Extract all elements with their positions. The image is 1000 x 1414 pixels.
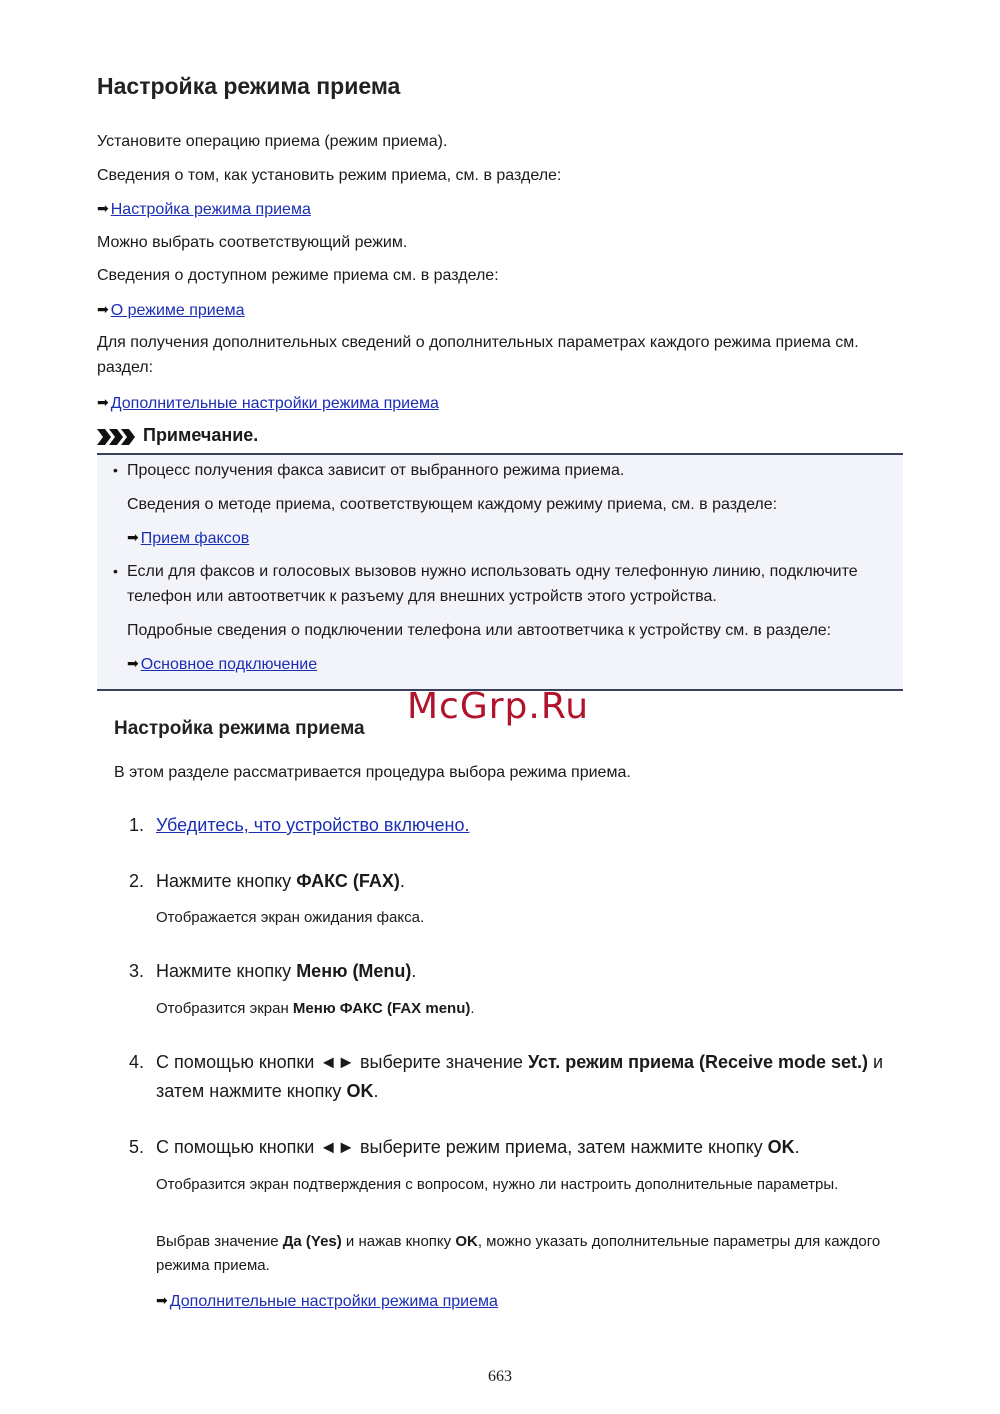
- note-chevrons-icon: [97, 429, 137, 445]
- link-advanced-receive-settings[interactable]: Дополнительные настройки режима приема: [110, 395, 439, 412]
- note-item-1-detail: Сведения о методе приема, соответствующем каждому режиму приема, см. в разделе:: [127, 496, 778, 513]
- note-item-2-link-row: [127, 651, 317, 677]
- note-item-2-detail: Подробные сведения о подключении телефона или автоответчика к устройству см. в разделе:: [127, 622, 832, 639]
- section-description: В этом разделе рассматривается процедура выбора режима приема.: [114, 764, 631, 781]
- intro-paragraph-2: Сведения о том, как установить режим приема, см. в разделе:: [97, 167, 562, 184]
- intro-link-row-1: [97, 196, 311, 222]
- page-number: 663: [488, 1368, 512, 1385]
- arrow-right-icon: ➡: [156, 1292, 168, 1308]
- page-title: Настройка режима приема: [97, 73, 401, 99]
- step-5-number: 5.: [129, 1137, 145, 1157]
- step-2-text: Нажмите кнопку ФАКС (FAX).: [156, 871, 405, 891]
- arrow-right-icon: ➡: [97, 200, 109, 216]
- step-3-text: Нажмите кнопку Меню (Menu).: [156, 961, 417, 981]
- section-title: Настройка режима приема: [114, 718, 365, 739]
- watermark: McGrp.Ru: [407, 686, 590, 727]
- left-right-arrows-icon: ◄►: [319, 1052, 355, 1072]
- intro-link-row-2: [97, 297, 245, 323]
- link-about-receive-mode[interactable]: О режиме приема: [110, 302, 245, 319]
- step-5-option: Выбрав значение Да (Yes) и нажав кнопку OK, можно указать дополнительные параметры для каждого режима приема.: [156, 1233, 881, 1274]
- bullet-1: •: [113, 462, 118, 478]
- left-right-arrows-icon: ◄►: [319, 1137, 355, 1157]
- menu-button-label: Меню (Menu): [296, 961, 412, 981]
- intro-paragraph-4: Сведения о доступном режиме приема см. в разделе:: [97, 267, 499, 284]
- intro-link-row-3: [97, 390, 439, 416]
- note-item-1: Процесс получения факса зависит от выбранного режима приема.: [127, 462, 625, 479]
- note-item-1-link-row: [127, 525, 249, 551]
- link-check-device-on[interactable]: Убедитесь, что устройство включено.: [156, 815, 470, 835]
- arrow-right-icon: ➡: [97, 394, 109, 410]
- intro-paragraph-5: Для получения дополнительных сведений о дополнительных параметрах каждого режима приема см. раздел:: [97, 334, 859, 376]
- link-advanced-receive-settings-2[interactable]: Дополнительные настройки режима приема: [169, 1293, 498, 1310]
- step-2-result: Отображается экран ожидания факса.: [156, 909, 425, 926]
- step-2-number: 2.: [129, 871, 145, 891]
- step-1-number: 1.: [129, 815, 145, 835]
- step-5-text: С помощью кнопки ◄► выберите режим приема, затем нажмите кнопку OK.: [156, 1137, 800, 1157]
- step-4-text: С помощью кнопки ◄► выберите значение Уст. режим приема (Receive mode set.) и затем нажмите кнопку OK.: [156, 1052, 884, 1101]
- intro-paragraph-3: Можно выбрать соответствующий режим.: [97, 234, 408, 251]
- note-title: Примечание.: [143, 425, 259, 445]
- arrow-right-icon: ➡: [97, 301, 109, 317]
- link-receiving-faxes[interactable]: Прием факсов: [140, 530, 250, 547]
- step-5-result: Отобразится экран подтверждения с вопросом, нужно ли настроить дополнительные параметры.: [156, 1176, 839, 1193]
- intro-paragraph-1: Установите операцию приема (режим приема).: [97, 133, 448, 150]
- bullet-2: •: [113, 563, 118, 579]
- note-item-2: Если для факсов и голосовых вызовов нужно использовать одну телефонную линию, подключите телефон или автоответчик к разъему для внешних устройств этого устройства.: [127, 563, 858, 605]
- step-5-link-row: [156, 1288, 498, 1314]
- link-basic-connection[interactable]: Основное подключение: [140, 656, 318, 673]
- step-3-result: Отобразится экран Меню ФАКС (FAX menu).: [156, 1000, 475, 1017]
- arrow-right-icon: ➡: [127, 529, 139, 545]
- fax-button-label: ФАКС (FAX): [296, 871, 400, 891]
- step-4-number: 4.: [129, 1052, 145, 1072]
- note-box: [97, 455, 903, 691]
- step-1-text: [156, 811, 470, 840]
- note-header: [97, 425, 903, 455]
- arrow-right-icon: ➡: [127, 655, 139, 671]
- step-3-number: 3.: [129, 961, 145, 981]
- link-receive-mode-setting[interactable]: Настройка режима приема: [110, 201, 311, 218]
